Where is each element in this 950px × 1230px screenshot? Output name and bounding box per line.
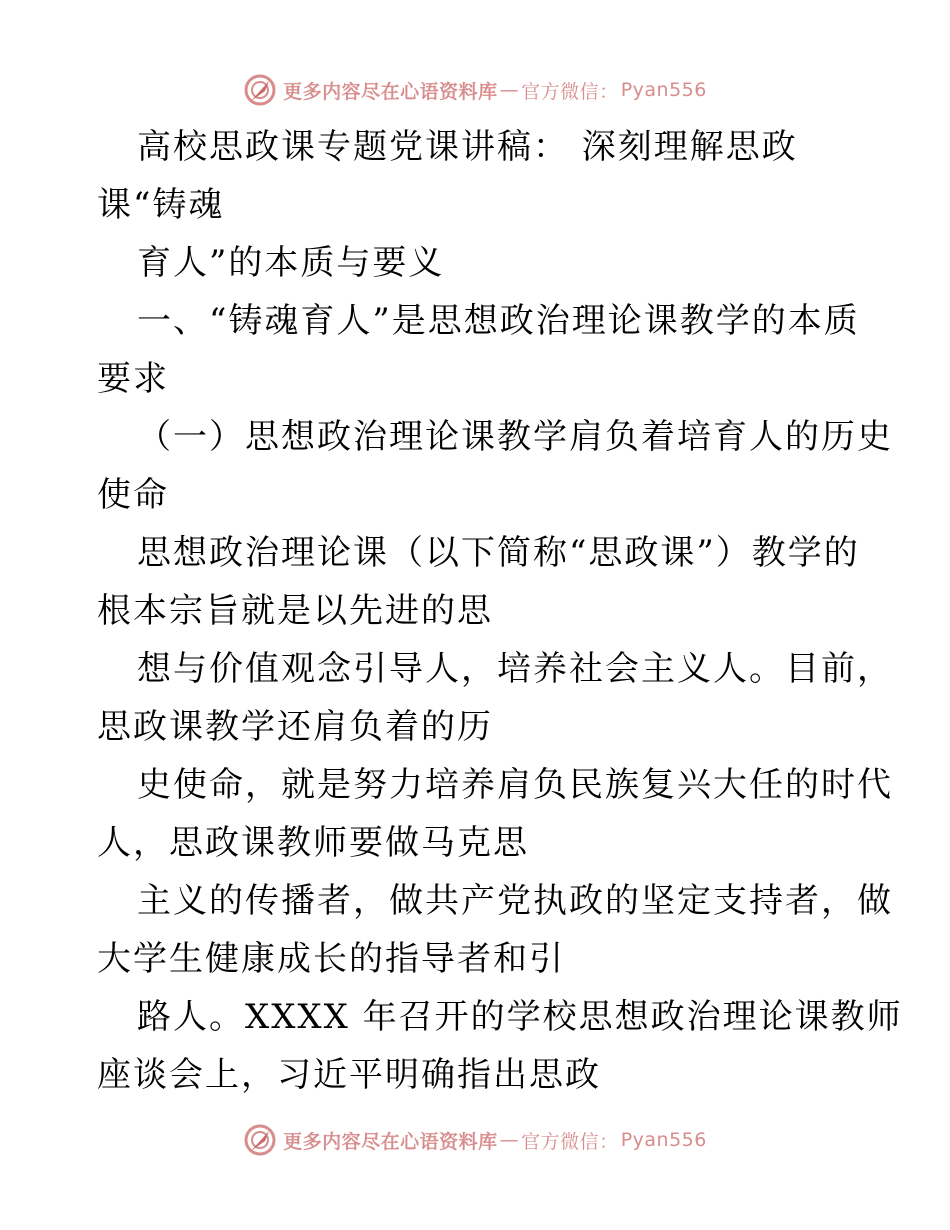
paragraph-line: 路人。XXXX 年召开的学校思想政治理论课教师 — [137, 997, 903, 1037]
section-heading-line: 要求 — [97, 359, 169, 399]
document-title-line: 课“铸魂 — [97, 185, 225, 225]
document-body — [97, 118, 903, 1104]
watermark-footer — [0, 1120, 950, 1160]
document-title-line: 高校思政课专题党课讲稿： 深刻理解思政 — [137, 127, 798, 167]
paragraph-line: 根本宗旨就是以先进的思 — [97, 591, 493, 631]
watermark-wechat-id: Pyan556 — [620, 79, 707, 101]
watermark-wechat-label: 官方微信： — [521, 1130, 619, 1153]
paragraph-line: 史使命，就是努力培养肩负民族复兴大任的时代 — [137, 765, 893, 805]
paragraph-line: 大学生健康成长的指导者和引 — [97, 939, 565, 979]
watermark-separator: — — [499, 79, 520, 101]
watermark-header — [0, 70, 950, 110]
watermark-wechat-label: 官方微信： — [521, 80, 619, 103]
paragraph-line: 思政课教学还肩负着的历 — [97, 707, 493, 747]
watermark-site-text: 更多内容尽在心语资料库 — [283, 80, 498, 103]
watermark-separator: — — [499, 1129, 520, 1151]
paragraph-line: 座谈会上，习近平明确指出思政 — [97, 1055, 601, 1095]
feather-logo-icon — [243, 1123, 277, 1157]
section-heading-line: 一、“铸魂育人”是思想政治理论课教学的本质 — [137, 301, 860, 341]
feather-logo-icon — [243, 73, 277, 107]
subsection-heading-line: （一）思想政治理论课教学肩负着培育人的历史 — [137, 417, 893, 457]
paragraph-line: 人，思政课教师要做马克思 — [97, 823, 529, 863]
paragraph-line: 思想政治理论课（以下简称“思政课”）教学的 — [137, 533, 860, 573]
subsection-heading-line: 使命 — [97, 475, 169, 515]
watermark-wechat-id: Pyan556 — [620, 1129, 707, 1151]
document-title-line: 育人”的本质与要义 — [137, 243, 445, 283]
watermark-site-text: 更多内容尽在心语资料库 — [283, 1130, 498, 1153]
paragraph-line: 想与价值观念引导人，培养社会主义人。目前， — [137, 649, 893, 689]
paragraph-line: 主义的传播者，做共产党执政的坚定支持者，做 — [137, 881, 893, 921]
